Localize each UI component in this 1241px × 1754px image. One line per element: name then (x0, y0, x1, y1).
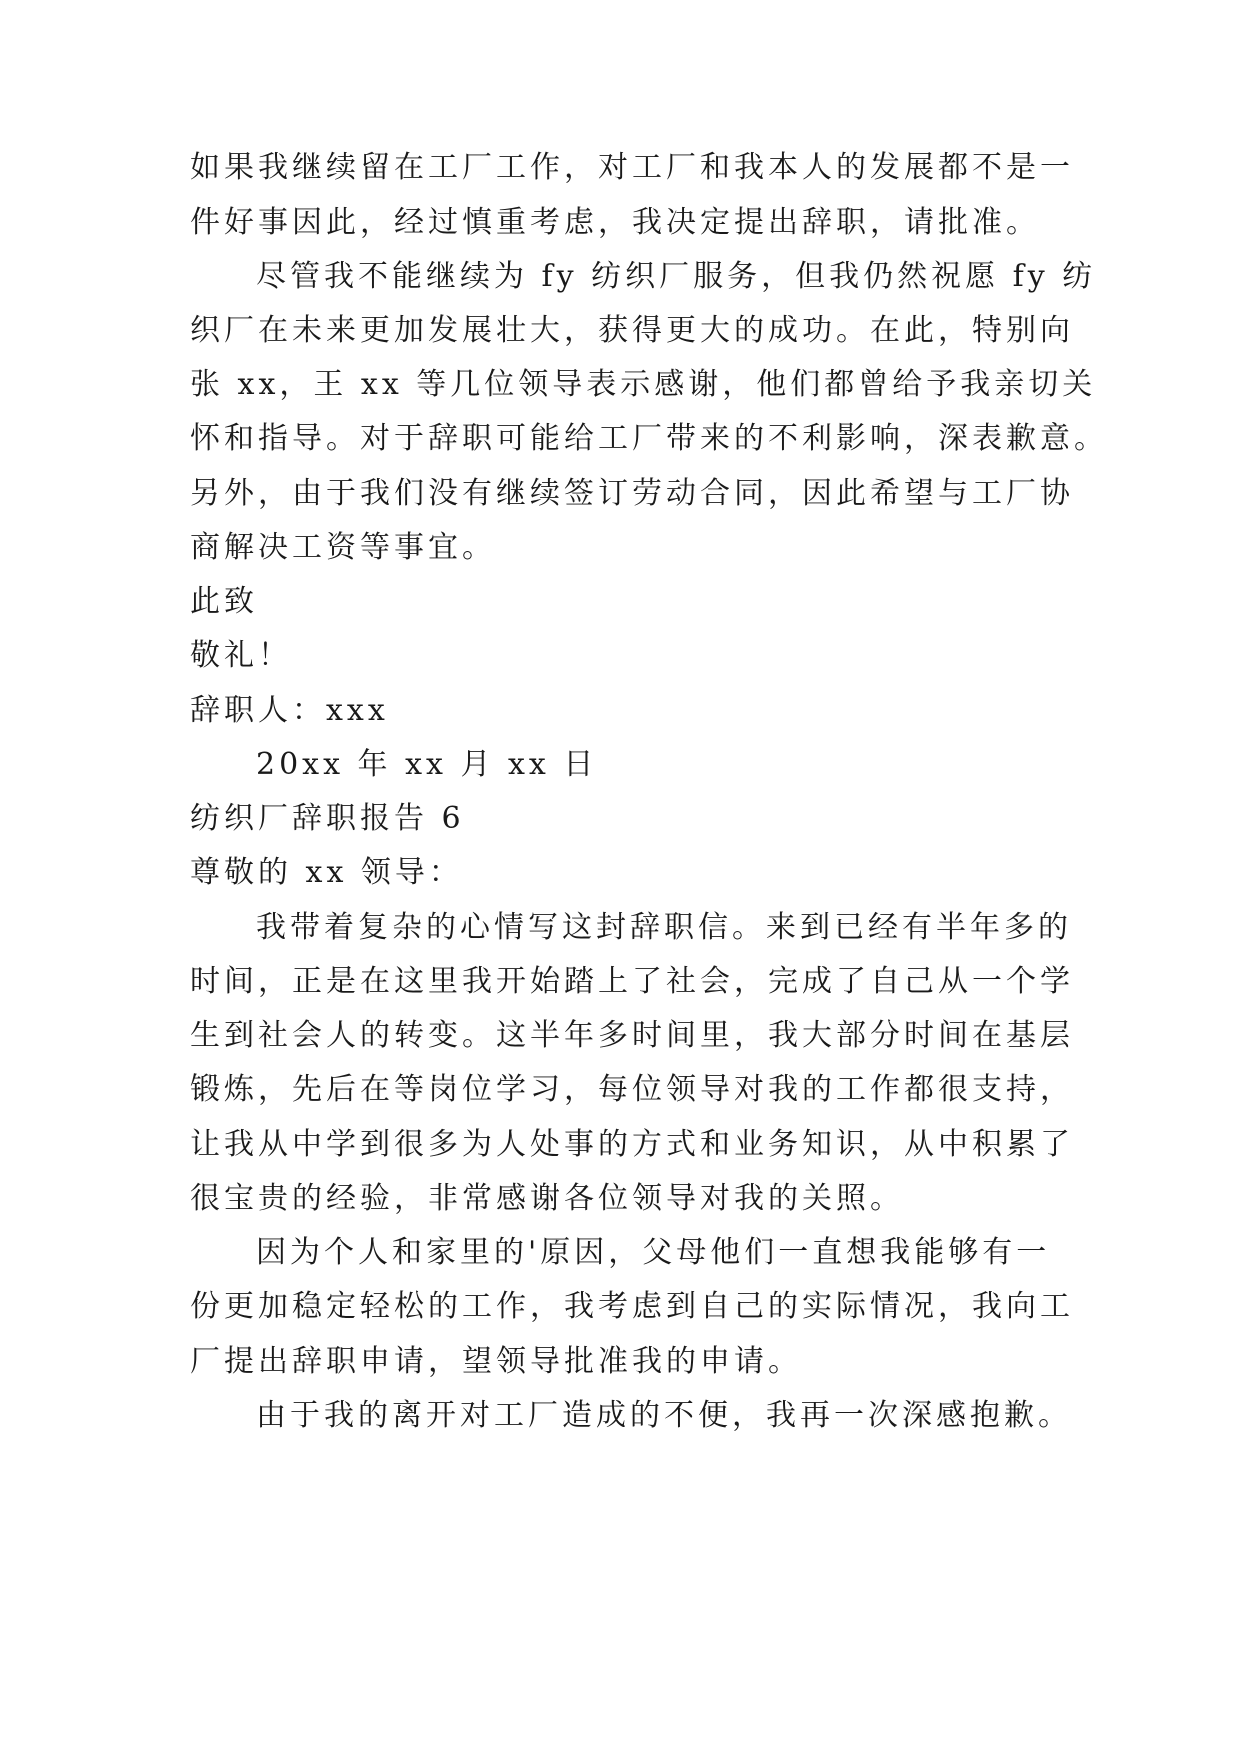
text-line: 商解决工资等事宜。 (190, 530, 496, 565)
date-line: 20xx 年 xx 月 xx 日 (256, 747, 598, 782)
text-line: 生到社会人的转变。这半年多时间里，我大部分时间在基层 (190, 1018, 1074, 1053)
text-line: 另外，由于我们没有继续签订劳动合同，因此希望与工厂协 (190, 476, 1074, 511)
text-line: 如果我继续留在工厂工作，对工厂和我本人的发展都不是一 (190, 150, 1074, 185)
text-line: 锻炼，先后在等岗位学习，每位领导对我的工作都很支持， (190, 1072, 1074, 1107)
paragraph-first-line: 尽管我不能继续为 fy 纺织厂服务，但我仍然祝愿 fy 纺 (256, 259, 1097, 294)
paragraph-first-line: 因为个人和家里的'原因，父母他们一直想我能够有一 (256, 1235, 1051, 1270)
text-line: 很宝贵的经验，非常感谢各位领导对我的关照。 (190, 1181, 904, 1216)
paragraph-first-line: 我带着复杂的心情写这封辞职信。来到已经有半年多的 (256, 910, 1072, 945)
text-line: 织厂在未来更加发展壮大，获得更大的成功。在此，特别向 (190, 313, 1074, 348)
text-line: 怀和指导。对于辞职可能给工厂带来的不利影响，深表歉意。 (190, 421, 1108, 456)
signature-line: 辞职人：xxx (190, 693, 389, 728)
text-line: 让我从中学到很多为人处事的方式和业务知识，从中积累了 (190, 1127, 1074, 1162)
closing-line: 此致 (190, 584, 258, 619)
text-line: 份更加稳定轻松的工作，我考虑到自己的实际情况，我向工 (190, 1289, 1074, 1324)
paragraph-first-line: 由于我的离开对工厂造成的不便，我再一次深感抱歉。 (256, 1398, 1072, 1433)
greeting-line: 尊敬的 xx 领导： (190, 855, 463, 890)
text-line: 时间，正是在这里我开始踏上了社会，完成了自己从一个学 (190, 964, 1074, 999)
text-line: 件好事因此，经过慎重考虑，我决定提出辞职，请批准。 (190, 205, 1040, 240)
salutation-line: 敬礼！ (190, 638, 292, 673)
text-line: 厂提出辞职申请，望领导批准我的申请。 (190, 1344, 802, 1379)
text-line: 张 xx，王 xx 等几位领导表示感谢，他们都曾给予我亲切关 (190, 367, 1097, 402)
section-heading: 纺织厂辞职报告 6 (190, 801, 465, 836)
